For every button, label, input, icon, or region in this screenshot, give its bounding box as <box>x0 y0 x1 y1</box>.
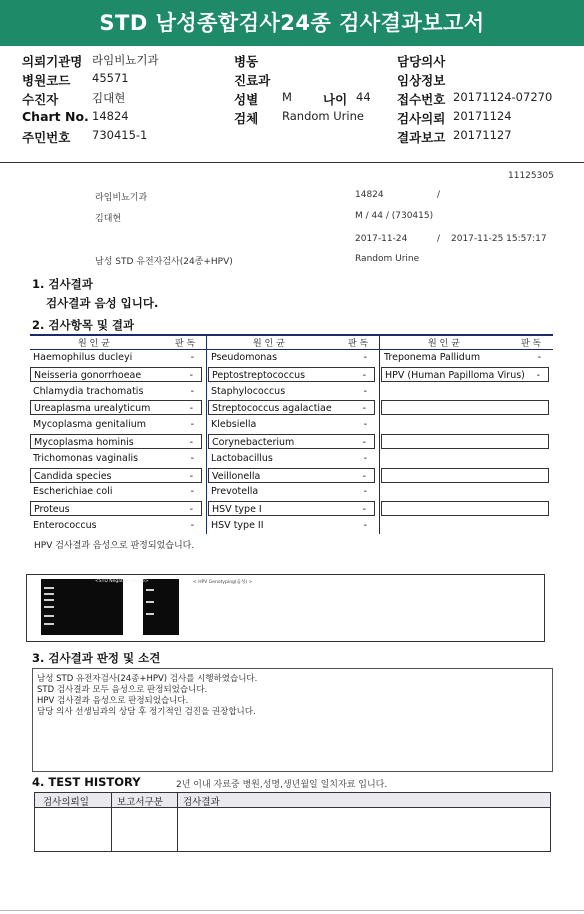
value-resident-no: 730415-1 <box>92 128 148 142</box>
result-row <box>30 417 202 432</box>
page-bottom-rule <box>0 910 584 911</box>
history-head-result: 검사결과 <box>183 797 220 808</box>
sub-slash-1: / <box>437 190 441 200</box>
label-ward: 병동 <box>234 54 259 69</box>
history-table <box>34 792 551 852</box>
remark-line-2: STD 검사결과 모두 음성으로 판정되었습니다. <box>37 685 208 695</box>
result-row <box>381 484 549 499</box>
result-row <box>381 501 549 516</box>
result-row <box>381 350 549 365</box>
value-report-date: 20171127 <box>453 128 512 142</box>
value-request-date: 20171124 <box>453 109 512 123</box>
section-4-title: 4. TEST HISTORY <box>32 775 141 789</box>
history-divider-1 <box>111 793 112 851</box>
result-row <box>30 384 202 399</box>
sub-chart: 14824 <box>355 190 384 200</box>
agent-result: - <box>363 452 367 464</box>
results-table-header <box>30 334 553 350</box>
value-hospital-code: 45571 <box>92 71 129 85</box>
gel-image-hpv <box>143 579 179 635</box>
label-clinical-info: 임상정보 <box>397 73 446 88</box>
result-row <box>208 417 375 432</box>
label-doctor: 담당의사 <box>397 54 446 69</box>
agent-name: Haemophilus ducleyi <box>33 352 133 363</box>
agent-name: Veillonella <box>212 470 261 482</box>
header-divider <box>0 162 584 163</box>
label-hospital-code: 병원코드 <box>22 73 71 88</box>
report-title: STD 남성종합검사24종 검사결과보고서 <box>0 0 584 46</box>
section-3-title: 3. 검사결과 판정 및 소견 <box>32 651 161 665</box>
agent-name: Mycoplasma genitalium <box>33 419 147 431</box>
label-specimen: 검체 <box>234 111 259 126</box>
result-row <box>30 434 202 449</box>
agent-name: Staphylococcus <box>211 385 286 397</box>
agent-result: - <box>190 419 194 431</box>
agent-name: HSV type I <box>212 504 262 516</box>
result-row <box>208 484 375 499</box>
result-row <box>208 400 375 415</box>
result-row <box>381 400 549 415</box>
header-agent-1: 원 인 균 <box>78 339 110 349</box>
sub-slash-2: / <box>437 234 441 244</box>
result-row <box>30 484 202 499</box>
agent-name: Ureaplasma urealyticum <box>34 403 151 415</box>
agent-result: - <box>189 504 193 516</box>
result-row <box>208 367 375 382</box>
column-divider-1 <box>206 334 207 534</box>
agent-name: Mycoplasma hominis <box>34 437 134 448</box>
result-row <box>30 468 202 483</box>
agent-result: - <box>363 520 367 531</box>
agent-name: Lactobacillus <box>211 452 273 464</box>
section-1-title: 1. 검사결과 <box>32 277 93 291</box>
gel-band <box>44 623 54 625</box>
result-row <box>381 434 549 449</box>
sub-specimen: Random Urine <box>355 254 420 264</box>
remark-line-1: 남성 STD 유전자검사(24종+HPV) 검사를 시행하였습니다. <box>37 674 258 684</box>
label-report-date: 결과보고 <box>397 130 446 145</box>
result-row <box>30 400 202 415</box>
remark-line-4: 담당 의사 선생님과의 상담 후 정기적인 검진을 권장합니다. <box>37 707 256 717</box>
header-result-1: 판 독 <box>175 339 196 349</box>
gel-band <box>146 589 154 591</box>
agent-result: - <box>362 504 366 516</box>
value-chart-no: 14824 <box>92 109 129 123</box>
remarks-box <box>32 668 553 772</box>
agent-result: - <box>362 369 366 381</box>
agent-result: - <box>189 369 193 381</box>
agent-result: - <box>363 385 367 397</box>
agent-name: Pseudomonas <box>211 352 278 363</box>
result-row <box>208 501 375 516</box>
agent-name: Klebsiella <box>211 419 257 431</box>
history-divider-2 <box>177 793 178 851</box>
agent-result: - <box>537 352 541 363</box>
result-row <box>381 384 549 399</box>
history-head-date: 검사의뢰일 <box>43 797 89 808</box>
result-row <box>381 451 549 466</box>
value-receipt-no: 20171124-07270 <box>453 90 553 104</box>
value-institution: 라임비뇨기과 <box>92 53 159 67</box>
agent-result: - <box>363 486 367 498</box>
sub-clinic: 라임비뇨기과 <box>95 193 148 203</box>
history-table-header <box>35 793 550 808</box>
gel-caption: <STD Negative image> <box>95 579 149 584</box>
gel-band <box>44 587 54 589</box>
section-1-result: 검사결과 음성 입니다. <box>46 296 159 310</box>
gel-image-frame <box>26 574 545 642</box>
gel-band <box>44 599 54 601</box>
result-row <box>30 518 202 533</box>
gel-band <box>146 613 154 615</box>
agent-result: - <box>189 437 193 448</box>
value-age: 44 <box>356 90 371 104</box>
agent-result: - <box>190 352 194 363</box>
remark-line-3: HPV 검사결과 음성으로 판정되었습니다. <box>37 696 189 706</box>
agent-name: Streptococcus agalactiae <box>212 403 332 415</box>
gel-caption-2: < HPV Genotyping(음성) > <box>193 580 253 585</box>
section-2-title: 2. 검사항목 및 결과 <box>32 318 135 332</box>
agent-name: HSV type II <box>211 520 264 531</box>
agent-name: Corynebacterium <box>212 437 295 448</box>
result-row <box>208 451 375 466</box>
agent-result: - <box>362 437 366 448</box>
agent-name: Treponema Pallidum <box>384 352 481 363</box>
agent-name: Enterococcus <box>33 520 97 531</box>
history-head-type: 보고서구분 <box>117 797 163 808</box>
agent-name: Candida species <box>34 470 112 482</box>
agent-result: - <box>190 486 194 498</box>
agent-name: Neisseria gonorrhoeae <box>34 369 142 381</box>
sub-test-name: 남성 STD 유전자검사(24종+HPV) <box>95 257 233 267</box>
sub-date-1: 2017-11-24 <box>355 234 408 244</box>
result-row <box>208 434 375 449</box>
agent-result: - <box>190 452 194 464</box>
report-header <box>0 50 584 160</box>
gel-band <box>44 606 54 608</box>
label-patient: 수진자 <box>22 92 59 107</box>
result-row <box>208 468 375 483</box>
header-result-2: 판 독 <box>348 339 369 349</box>
agent-name: Peptostreptococcus <box>212 369 306 381</box>
result-row <box>381 468 549 483</box>
header-agent-3: 원 인 균 <box>428 339 460 349</box>
agent-result: - <box>362 403 366 415</box>
label-sex: 성별 <box>234 92 259 107</box>
agent-name: Proteus <box>34 504 70 516</box>
result-row <box>30 367 202 382</box>
gel-band <box>44 593 54 595</box>
result-row <box>30 350 202 365</box>
sub-date-2: 2017-11-25 15:57:17 <box>451 234 547 244</box>
agent-result: - <box>362 470 366 482</box>
agent-result: - <box>363 419 367 431</box>
agent-name: Prevotella <box>211 486 259 498</box>
label-chart-no: Chart No. <box>22 109 89 124</box>
column-divider-2 <box>379 334 380 534</box>
history-description: 2년 이내 자료중 병원,성명,생년월일 일치자료 입니다. <box>176 780 388 790</box>
agent-name: Trichomonas vaginalis <box>33 452 139 464</box>
agent-name: Escherichiae coli <box>33 486 113 498</box>
result-row <box>381 417 549 432</box>
agent-result: - <box>189 470 193 482</box>
sub-sex-age: M / 44 / (730415) <box>355 211 434 221</box>
label-age: 나이 <box>323 92 348 107</box>
result-row <box>30 451 202 466</box>
agent-result: - <box>363 352 367 363</box>
agent-result: - <box>190 385 194 397</box>
header-result-3: 판 독 <box>521 339 542 349</box>
value-specimen: Random Urine <box>282 109 364 123</box>
label-department: 진료과 <box>234 73 271 88</box>
sub-patient: 김대현 <box>95 214 122 224</box>
label-institution: 의뢰기관명 <box>22 54 83 69</box>
sub-code: 11125305 <box>508 171 554 181</box>
result-row <box>208 518 375 533</box>
agent-name: Chlamydia trachomatis <box>33 385 144 397</box>
agent-result: - <box>190 520 194 531</box>
label-resident-no: 주민번호 <box>22 130 71 145</box>
agent-result: - <box>189 403 193 415</box>
result-row <box>208 350 375 365</box>
result-row <box>30 501 202 516</box>
header-agent-2: 원 인 균 <box>253 339 285 349</box>
result-row <box>208 384 375 399</box>
value-patient: 김대현 <box>92 91 126 105</box>
gel-band <box>44 615 54 617</box>
agent-name: HPV (Human Papilloma Virus) <box>385 369 525 381</box>
value-sex: M <box>282 90 292 104</box>
label-receipt-no: 접수번호 <box>397 92 446 107</box>
gel-band <box>146 601 154 603</box>
result-row <box>381 367 549 382</box>
agent-result: - <box>536 369 540 381</box>
label-request-date: 검사의뢰 <box>397 111 446 126</box>
hpv-note: HPV 검사결과 음성으로 판정되었습니다. <box>34 541 195 551</box>
gel-image-std <box>41 579 123 635</box>
